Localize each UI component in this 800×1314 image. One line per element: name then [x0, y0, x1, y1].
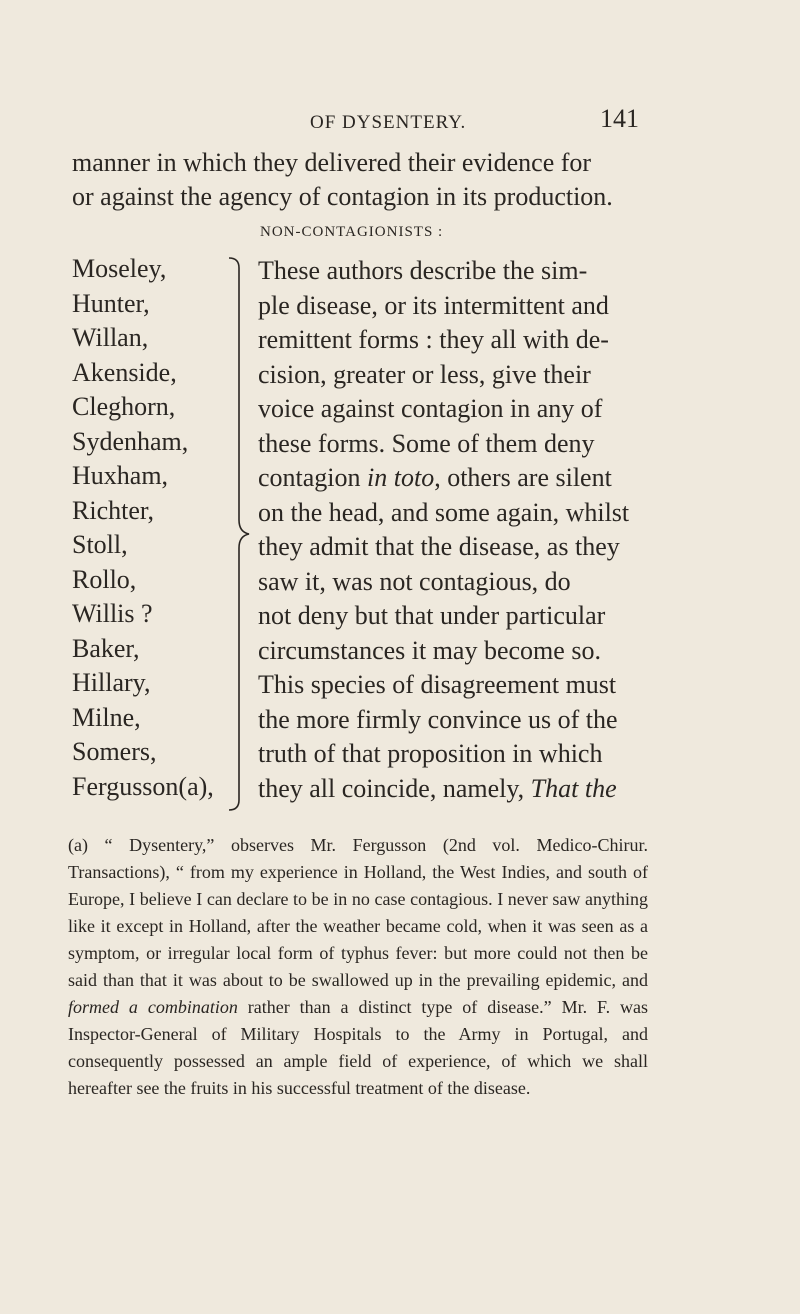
author-name: Hillary, — [72, 668, 151, 697]
author-name: Rollo, — [72, 564, 137, 594]
author-name: Willan, — [72, 323, 149, 352]
author-name: Richter, — [72, 495, 154, 525]
intro-line: or against the agency of contagion in its production. — [72, 182, 613, 211]
body-line: circumstances it may become so. — [258, 635, 601, 665]
body-line: these forms. Some of them deny — [258, 428, 595, 458]
brace-bracket — [225, 256, 253, 812]
running-header: OF DYSENTERY. — [310, 112, 467, 133]
body-line: ple disease, or its intermittent and — [258, 290, 609, 320]
body-line: These authors describe the sim- — [258, 256, 588, 285]
italic-phrase: in toto — [367, 463, 435, 492]
author-name: Huxham, — [72, 461, 169, 490]
author-name: Baker, — [72, 633, 140, 663]
author-name: Akenside, — [72, 357, 177, 387]
body-line: cision, greater or less, give their — [258, 359, 591, 389]
intro-paragraph — [72, 146, 672, 214]
footnote-text-run: (a) “ Dysentery,” observes Mr. Fergusson (2nd vol. Medico-Chirur. Transactions), “ from my experience in Holland, the West Indies, and south of Europe, I believe I can declare to be in no case contagious. I never saw anything like it except in Holland, after the weather became cold, when it was seen as a symptom, or irregular local form of typhus fever: but more could not then be said than that it was about to be swallowed up in the prevailing epidemic, and — [68, 835, 648, 990]
author-name: Cleghorn, — [72, 392, 176, 421]
body-line: truth of that proposition in which — [258, 739, 603, 768]
italic-phrase: That the — [530, 773, 617, 803]
body-line: saw it, was not contagious, do — [258, 566, 571, 596]
body-line: voice against contagion in any of — [258, 394, 603, 423]
footnote-italic-phrase: formed a combination — [68, 997, 238, 1017]
footnote-text-run: rather than a distinct type of disease.” Mr. F. was Inspector-General of Military Hospitals to the Army in Portugal, and consequently possessed an ample field of experience, of which we shall hereafter see the fruits in his successful treatment of the disease. — [68, 997, 648, 1098]
author-name: Willis ? — [72, 599, 153, 628]
author-name: Milne, — [72, 702, 141, 732]
author-name: Sydenham, — [72, 426, 189, 456]
section-heading: NON-CONTAGIONISTS : — [260, 224, 444, 240]
body-text-run: they all coincide, namely, — [258, 773, 531, 803]
body-text-run: contagion — [258, 463, 368, 492]
main-paragraph — [258, 254, 629, 806]
author-names-list — [72, 252, 214, 804]
body-line: on the head, and some again, whilst — [258, 497, 630, 527]
body-line — [258, 772, 629, 807]
body-line: This species of disagreement must — [258, 670, 617, 699]
body-line: they admit that the disease, as they — [258, 532, 620, 561]
footnote-paragraph — [68, 832, 648, 1102]
body-text-run: , others are silent — [434, 463, 612, 492]
body-line: remittent forms : they all with de- — [258, 325, 609, 354]
body-line: not deny but that under particular — [258, 601, 606, 630]
author-name: Stoll, — [72, 530, 128, 559]
author-name: Hunter, — [72, 288, 150, 318]
body-line: the more firmly convince us of the — [258, 704, 618, 734]
author-name: Moseley, — [72, 254, 167, 283]
author-name: Somers, — [72, 737, 157, 766]
body-line — [258, 461, 629, 496]
intro-line: manner in which they delivered their evidence for — [72, 148, 592, 177]
page-number: 141 — [600, 104, 639, 133]
author-name: Fergusson(a), — [72, 771, 214, 801]
footnote — [68, 832, 648, 1102]
